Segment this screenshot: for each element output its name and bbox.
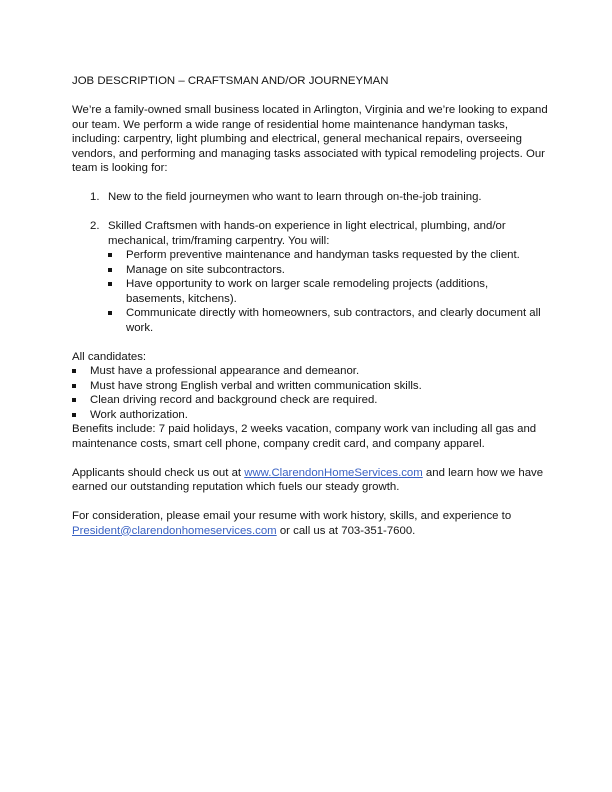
candidates-list [72, 364, 548, 422]
consideration-text-before: For consideration, please email your resume with work history, skills, and experience to [72, 510, 512, 522]
applicants-paragraph [72, 466, 548, 495]
square-bullet-icon [72, 398, 76, 402]
candidate-requirement [72, 393, 548, 408]
square-bullet-icon [108, 282, 112, 286]
duty-item [108, 248, 548, 263]
duty-text: Perform preventive maintenance and handyman tasks requested by the client. [126, 249, 520, 261]
document-title: JOB DESCRIPTION – CRAFTSMAN AND/OR JOURNEYMAN [72, 75, 389, 87]
website-link[interactable]: www.ClarendonHomeServices.com [244, 466, 423, 479]
looking-for-list [72, 190, 548, 335]
candidates-heading: All candidates: [72, 350, 147, 363]
square-bullet-icon [72, 413, 76, 417]
square-bullet-icon [72, 384, 76, 388]
duty-text: Have opportunity to work on larger scale remodeling projects (additions, basements, kitchens). [126, 278, 489, 305]
candidate-requirement [72, 364, 548, 379]
requirement-text: Must have a professional appearance and demeanor. [90, 365, 360, 377]
looking-for-item [72, 219, 548, 335]
candidate-requirement [72, 379, 548, 394]
item-number: 1. [90, 191, 100, 203]
square-bullet-icon [108, 268, 112, 272]
email-link[interactable]: President@clarendonhomeservices.com [72, 524, 277, 537]
duty-text: Manage on site subcontractors. [126, 263, 285, 276]
requirement-text: Clean driving record and background check are required. [90, 394, 378, 406]
consideration-paragraph [72, 509, 548, 538]
duty-item [108, 263, 548, 278]
requirement-text: Must have strong English verbal and written communication skills. [90, 379, 422, 392]
duty-item [108, 306, 548, 335]
benefits-paragraph: Benefits include: 7 paid holidays, 2 weeks vacation, company work van including all gas and maintenance costs, smart cell phone, company credit card, and company apparel. [72, 423, 537, 450]
applicants-text-before: Applicants should check us out at [72, 466, 245, 479]
item-text: New to the field journeymen who want to learn through on-the-job training. [108, 191, 482, 203]
item-text: Skilled Craftsmen with hands-on experience in light electrical, plumbing, and/or mechanical, trim/framing carpentry. You will: [108, 220, 506, 247]
duties-list [108, 248, 548, 335]
duty-item [108, 277, 548, 306]
looking-for-item [72, 190, 548, 205]
applicants-text-after: and learn how we have earned our outstanding reputation which fuels our steady growth. [72, 466, 544, 493]
consideration-text-after: or call us at 703-351-7600. [276, 524, 416, 537]
duty-text: Communicate directly with homeowners, sub contractors, and clearly document all work. [126, 307, 541, 334]
job-description-document [72, 74, 548, 553]
square-bullet-icon [108, 253, 112, 257]
candidate-requirement [72, 408, 548, 423]
square-bullet-icon [108, 311, 112, 315]
requirement-text: Work authorization. [90, 408, 188, 421]
intro-paragraph: We’re a family-owned small business located in Arlington, Virginia and we’re looking to expand our team. We perform a wide range of residential home maintenance handyman tasks, including: carpentry, light plumbing and electrical, general mechanical repairs, overseeing vendors, and performing and managing tasks associated with typical remodeling projects. Our team is looking for: [72, 104, 548, 174]
item-number: 2. [90, 220, 100, 232]
square-bullet-icon [72, 369, 76, 373]
